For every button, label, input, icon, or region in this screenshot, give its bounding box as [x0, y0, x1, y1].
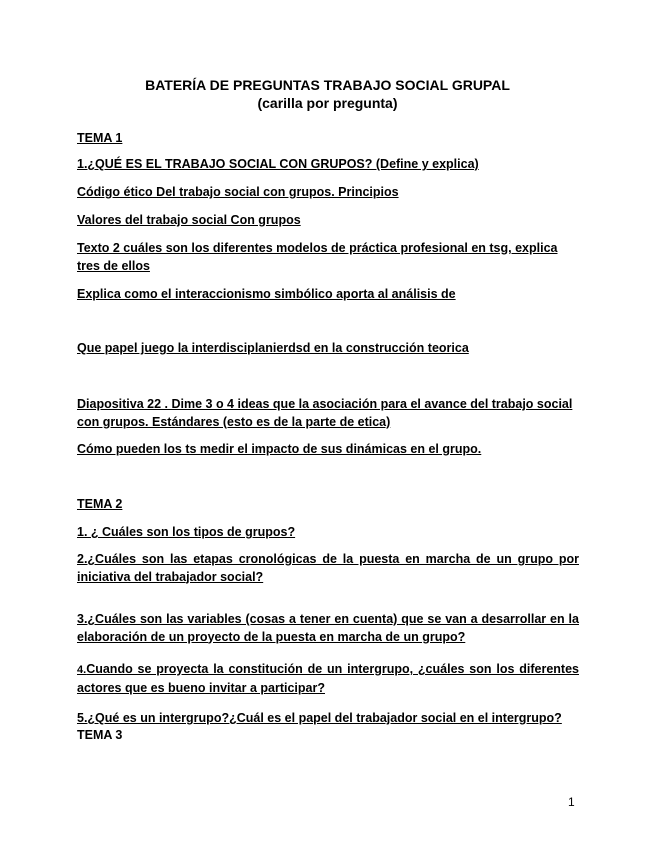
- tema1-question-5: Explica como el interaccionismo simbólico aporta al análisis de: [77, 287, 456, 301]
- tema1-question-4: Texto 2 cuáles son los diferentes modelos de práctica profesional en tsg, explica tres de ellos: [77, 241, 558, 273]
- tema1-question-6: Que papel juego la interdisciplanierdsd en la construcción teorica: [77, 341, 469, 355]
- tema1-heading: TEMA 1: [77, 131, 123, 145]
- tema3-heading: TEMA 3: [77, 728, 123, 742]
- page-number: 1: [568, 795, 575, 809]
- tema1-question-3: Valores del trabajo social Con grupos: [77, 213, 301, 227]
- tema1-question-8: Cómo pueden los ts medir el impacto de sus dinámicas en el grupo.: [77, 442, 482, 456]
- tema2-question-3: 3.¿Cuáles son las variables (cosas a tener en cuenta) que se van a desarrollar en la elaboración de un proyecto de la puesta en marcha de un grupo?: [77, 612, 579, 644]
- tema2-heading: TEMA 2: [77, 497, 123, 511]
- document-title: BATERÍA DE PREGUNTAS TRABAJO SOCIAL GRUPAL: [145, 77, 510, 93]
- tema2-question-1: 1. ¿ Cuáles son los tipos de grupos?: [77, 525, 296, 539]
- tema2-question-4-number: 4.: [77, 664, 87, 676]
- tema2-question-2: 2.¿Cuáles son las etapas cronológicas de la puesta en marcha de un grupo por iniciativa del trabajador social?: [77, 552, 579, 584]
- tema2-question-4: [77, 661, 579, 697]
- tema1-question-7: Diapositiva 22 . Dime 3 o 4 ideas que la asociación para el avance del trabajo social con grupos. Estándares (esto es de la parte de etica): [77, 397, 573, 429]
- document-subtitle: (carilla por pregunta): [257, 95, 398, 111]
- tema1-question-1: 1.¿QUÉ ES EL TRABAJO SOCIAL CON GRUPOS? (Define y explica): [77, 157, 479, 171]
- tema2-question-5: 5.¿Qué es un intergrupo?¿Cuál es el papel del trabajador social en el intergrupo?: [77, 711, 562, 725]
- tema1-question-2: Código ético Del trabajo social con grupos. Principios: [77, 185, 399, 199]
- tema2-question-4-text: Cuando se proyecta la constitución de un intergrupo, ¿cuáles son los diferentes actores que es bueno invitar a participar?: [77, 662, 579, 695]
